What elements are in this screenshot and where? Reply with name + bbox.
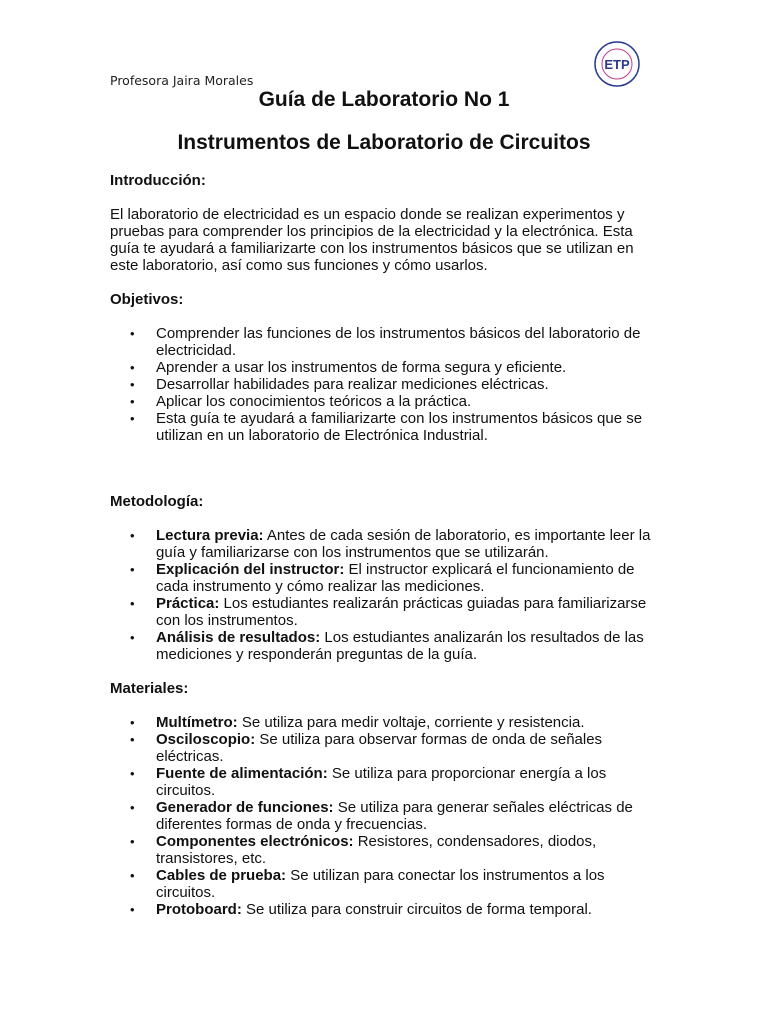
item-term: Cables de prueba: — [156, 867, 287, 884]
item-term: Multímetro: — [156, 714, 238, 731]
list-item: • Desarrollar habilidades para realizar mediciones eléctricas. — [110, 376, 655, 393]
list-item — [110, 595, 655, 629]
list-item — [110, 799, 655, 833]
item-term: Generador de funciones: — [156, 799, 334, 816]
list-item: • Aplicar los conocimientos teóricos a la práctica. — [110, 393, 655, 410]
list-item: • Aprender a usar los instrumentos de forma segura y eficiente. — [110, 359, 655, 376]
list-item — [110, 867, 655, 901]
metodologia-list — [110, 527, 655, 663]
item-term: Protoboard: — [156, 901, 242, 918]
list-item — [110, 833, 655, 867]
item-text: Resistores, condensadores, diodos, transistores, etc. — [156, 833, 597, 867]
objetivos-heading: Objetivos: — [110, 291, 184, 308]
objetivos-list — [110, 325, 655, 444]
document-body — [110, 172, 655, 918]
list-item — [110, 561, 655, 595]
list-item: • Esta guía te ayudará a familiarizarte con los instrumentos básicos que se utilizan en un laboratorio de Electrónica Industrial. — [110, 410, 655, 444]
item-term: Componentes electrónicos: — [156, 833, 354, 850]
item-text: Los estudiantes analizarán los resultados de las mediciones y responderán preguntas de la guía. — [156, 629, 644, 663]
item-text: Se utiliza para construir circuitos de forma temporal. — [241, 901, 592, 918]
list-item — [110, 714, 655, 731]
page-title: Guía de Laboratorio No 1 — [258, 88, 510, 111]
item-text: Los estudiantes realizarán prácticas guiadas para familiarizarse con los instrumentos. — [156, 595, 647, 629]
list-item — [110, 629, 655, 663]
item-text: Se utiliza para observar formas de onda de señales eléctricas. — [156, 731, 603, 765]
materiales-heading: Materiales: — [110, 680, 189, 697]
item-term: Práctica: — [156, 595, 220, 612]
item-term: Lectura previa: — [156, 527, 264, 544]
item-term: Fuente de alimentación: — [156, 765, 328, 782]
item-text: El instructor explicará el funcionamiento de cada instrumento y cómo realizar las mediciones. — [156, 561, 635, 595]
item-term: Osciloscopio: — [156, 731, 256, 748]
intro-paragraph: El laboratorio de electricidad es un espacio donde se realizan experimentos y pruebas para comprender los principios de la electricidad y la electrónica. Esta guía te ayudará a familiarizarte con los instrumentos básicos que se utilizan en este laboratorio, así como sus funciones y cómo usarlos. — [110, 206, 634, 274]
intro-heading: Introducción: — [110, 172, 206, 189]
item-text: Se utilizan para conectar los instrumentos a los circuitos. — [156, 867, 605, 901]
item-text: Antes de cada sesión de laboratorio, es importante leer la guía y familiarizarse con los instrumentos que se utilizarán. — [156, 527, 651, 561]
materiales-list — [110, 714, 655, 918]
item-text: Se utiliza para proporcionar energía a los circuitos. — [156, 765, 607, 799]
item-text: Se utiliza para generar señales eléctricas de diferentes formas de onda y frecuencias. — [156, 799, 633, 833]
item-term: Análisis de resultados: — [156, 629, 321, 646]
metodologia-heading: Metodología: — [110, 493, 204, 510]
list-item: • Comprender las funciones de los instrumentos básicos del laboratorio de electricidad. — [110, 325, 655, 359]
list-item — [110, 527, 655, 561]
list-item — [110, 731, 655, 765]
institution-logo — [590, 40, 644, 88]
item-term: Explicación del instructor: — [156, 561, 345, 578]
page-subtitle: Instrumentos de Laboratorio de Circuitos — [177, 131, 591, 154]
list-item — [110, 901, 655, 918]
author-name: Profesora Jaira Morales — [110, 73, 254, 88]
logo-text: ETP — [604, 57, 630, 72]
item-text: Se utiliza para medir voltaje, corriente y resistencia. — [237, 714, 585, 731]
list-item — [110, 765, 655, 799]
